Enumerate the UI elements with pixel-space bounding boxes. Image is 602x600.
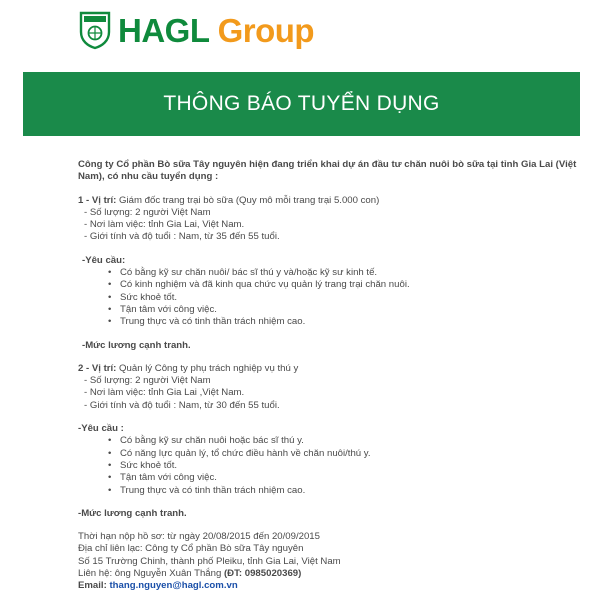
requirement-item: • Sức khoẻ tốt. — [108, 292, 588, 304]
position-2-title-line — [78, 363, 588, 375]
contact-person: Liên hệ: ông Nguyễn Xuân Thắng — [78, 568, 224, 580]
detail-line: - Nơi làm việc: tỉnh Gia Lai ,Việt Nam. — [84, 387, 245, 399]
position-title: Quản lý Công ty phụ trách nghiệp vụ thú y — [116, 362, 299, 374]
position-title: Giám đốc trang trại bò sữa (Quy mô mỗi trang trại 5.000 con) — [116, 194, 380, 206]
requirement-item: • Tận tâm với công việc. — [108, 472, 588, 484]
intro-text: Công ty Cổ phần Bò sữa Tây nguyên hiện đang triển khai dự án đầu tư chăn nuôi bò sữa tại tỉnh Gia Lai (Việt Nam), có nhu cầu tuyển dụng : — [78, 159, 577, 183]
detail-line: - Giới tính và độ tuổi : Nam, từ 35 đến 55 tuổi. — [84, 231, 280, 243]
brand-part-group: Group — [217, 11, 315, 49]
contact-person-line — [78, 568, 588, 580]
requirement-item: • Có bằng kỹ sư chăn nuôi hoặc bác sĩ thú y. — [108, 435, 588, 447]
requirements-list — [78, 267, 588, 328]
email-line — [78, 580, 588, 592]
page-title: THÔNG BÁO TUYỂN DỤNG — [163, 92, 440, 115]
title-banner — [23, 72, 580, 136]
header — [78, 8, 314, 52]
contact-address-line: Số 15 Trường Chinh, thành phố Pleiku, tỉnh Gia Lai, Việt Nam — [78, 555, 341, 567]
position-2 — [78, 363, 588, 520]
contact-address-line: Địa chỉ liên lạc: Công ty Cổ phần Bò sữa Tây nguyên — [78, 543, 304, 555]
requirements-list — [78, 435, 588, 496]
detail-line: - Giới tính và độ tuổi : Nam, từ 30 đến 55 tuổi. — [84, 399, 280, 411]
position-1 — [78, 195, 588, 352]
requirements-label: -Yêu cầu : — [78, 423, 124, 435]
email-link[interactable]: thang.nguyen@hagl.com.vn — [109, 580, 238, 592]
requirements-label: -Yêu cầu: — [82, 254, 126, 266]
requirement-item: • Sức khoẻ tốt. — [108, 460, 588, 472]
deadline-text: Thời hạn nộp hồ sơ: từ ngày 20/08/2015 đến 20/09/2015 — [78, 531, 320, 543]
brand-name — [118, 11, 315, 49]
requirement-item: • Có kinh nghiệm và đã kinh qua chức vụ quản lý trang trại chăn nuôi. — [108, 279, 588, 291]
contact-phone: (ĐT: 0985020369) — [223, 568, 302, 580]
detail-line: - Số lượng: 2 người Việt Nam — [84, 375, 211, 387]
position-1-title-line — [78, 195, 588, 207]
detail-line: - Nơi làm việc: tỉnh Gia Lai, Việt Nam. — [84, 219, 245, 231]
announcement-body — [78, 159, 588, 593]
hagl-logo-icon — [78, 10, 112, 50]
email-label: Email: — [78, 580, 110, 592]
salary-note: -Mức lương cạnh tranh. — [82, 339, 191, 351]
contact-footer — [78, 531, 588, 592]
requirement-item: • Có bằng kỹ sư chăn nuôi/ bác sĩ thú y và/hoặc kỹ sư kinh tế. — [108, 267, 588, 279]
requirement-item: • Có năng lực quản lý, tổ chức điều hành về chăn nuôi/thú y. — [108, 448, 588, 460]
requirement-item: • Trung thực và có tinh thần trách nhiệm cao. — [108, 316, 588, 328]
position-heading: 1 - Vị trí: — [78, 194, 117, 206]
detail-line: - Số lượng: 2 người Việt Nam — [84, 206, 211, 218]
position-heading: 2 - Vị trí: — [78, 362, 117, 374]
salary-note: -Mức lương cạnh tranh. — [78, 507, 187, 519]
requirement-item: • Trung thực và có tinh thần trách nhiệm cao. — [108, 485, 588, 497]
requirement-item: • Tận tâm với công việc. — [108, 304, 588, 316]
brand-part-hagl: HAGL — [118, 11, 209, 49]
